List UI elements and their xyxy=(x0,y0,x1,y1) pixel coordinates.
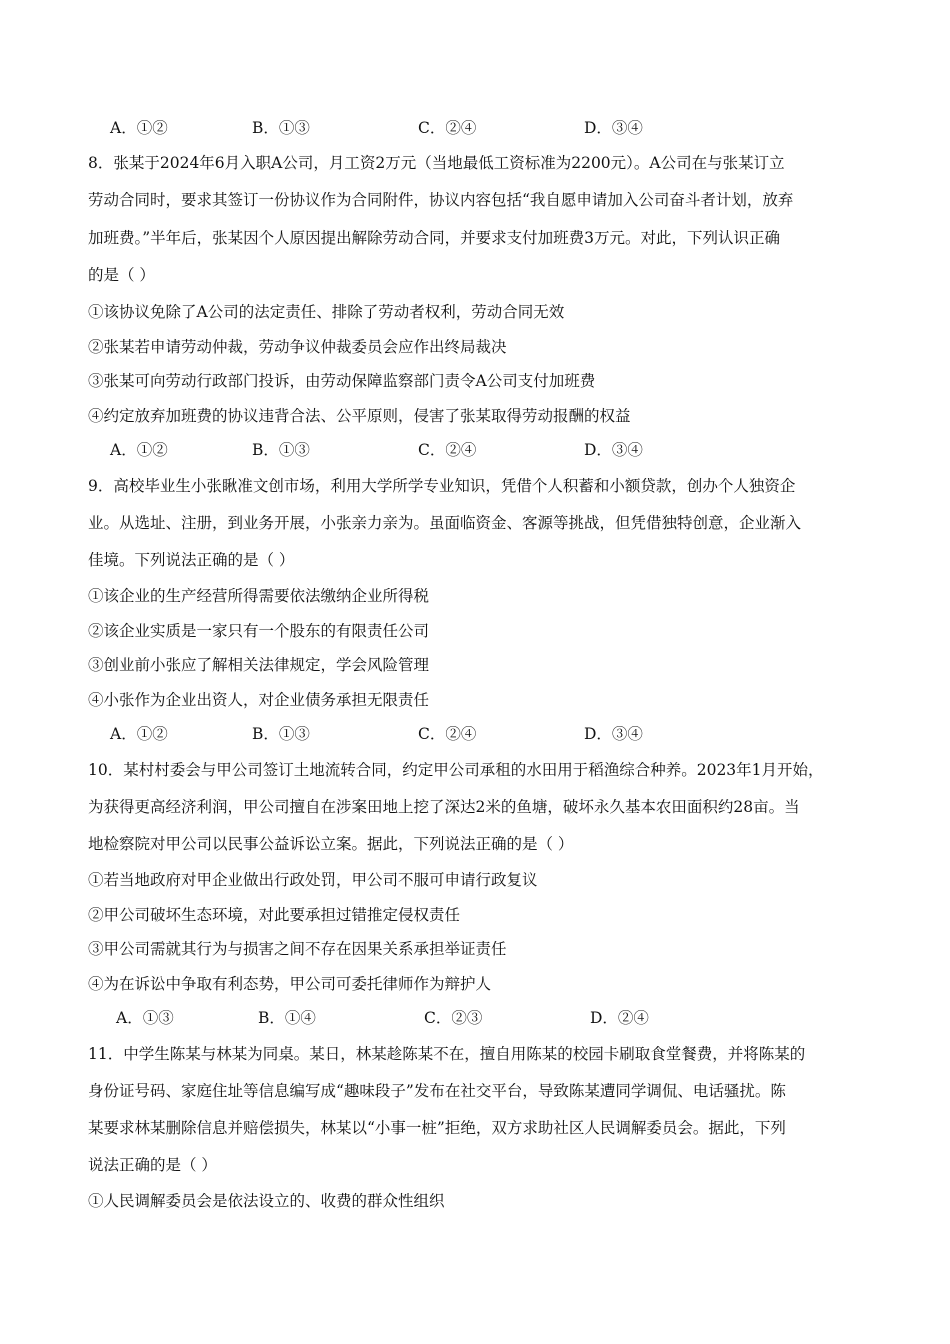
q10-option-c: C．②③ xyxy=(424,1009,483,1027)
q8-statement-4: ④约定放弃加班费的协议违背合法、公平原则，侵害了张某取得劳动报酬的权益 xyxy=(88,407,631,425)
q9-options xyxy=(110,724,730,744)
q8-statement-2: ②张某若申请劳动仲裁，劳动争议仲裁委员会应作出终局裁决 xyxy=(88,338,507,356)
q10-statement-3: ③甲公司需就其行为与损害之间不存在因果关系承担举证责任 xyxy=(88,940,507,958)
q10-stem-line: 为获得更高经济利润，甲公司擅自在涉案田地上挖了深达2米的鱼塘，破坏永久基本农田面积约28亩。当 xyxy=(88,798,800,816)
q9-stem-line: 9．高校毕业生小张瞅准文创市场，利用大学所学专业知识，凭借个人积蓄和小额贷款，创办个人独资企 xyxy=(88,477,796,495)
q10-stem-line: 地检察院对甲公司以民事公益诉讼立案。据此，下列说法正确的是（ ） xyxy=(88,835,574,853)
q8-option-a: A．①② xyxy=(110,441,168,459)
q10-statement-4: ④为在诉讼中争取有利态势，甲公司可委托律师作为辩护人 xyxy=(88,975,492,993)
q7-options xyxy=(110,118,730,138)
q10-option-d: D．②④ xyxy=(590,1009,649,1027)
q8-option-d: D．③④ xyxy=(584,441,643,459)
q8-statement-3: ③张某可向劳动行政部门投诉，由劳动保障监察部门责令A公司支付加班费 xyxy=(88,372,596,390)
q11-statement-1: ①人民调解委员会是依法设立的、收费的群众性组织 xyxy=(88,1192,445,1210)
q11-stem-line: 说法正确的是（ ） xyxy=(88,1156,217,1174)
q9-option-c: C．②④ xyxy=(418,725,477,743)
q8-stem-line: 加班费。”半年后，张某因个人原因提出解除劳动合同，并要求支付加班费3万元。对此，下列认识正确 xyxy=(88,229,781,247)
q8-stem-line: 的是（ ） xyxy=(88,266,155,284)
q8-options xyxy=(110,440,730,460)
q9-stem-line: 业。从选址、注册，到业务开展，小张亲力亲为。虽面临资金、客源等挑战，但凭借独特创意，企业渐入 xyxy=(88,514,802,532)
q8-option-b: B．①③ xyxy=(252,441,310,459)
q9-option-b: B．①③ xyxy=(252,725,310,743)
q8-option-c: C．②④ xyxy=(418,441,477,459)
q11-stem-line: 身份证号码、家庭住址等信息编写成“趣味段子”发布在社交平台，导致陈某遭同学调侃、电话骚扰。陈 xyxy=(88,1082,786,1100)
q7-option-c: C．②④ xyxy=(418,119,477,137)
q10-option-b: B．①④ xyxy=(258,1009,316,1027)
q10-statement-2: ②甲公司破坏生态环境，对此要承担过错推定侵权责任 xyxy=(88,906,461,924)
q9-option-d: D．③④ xyxy=(584,725,643,743)
q8-stem-line: 8．张某于2024年6月入职A公司，月工资2万元（当地最低工资标准为2200元）。A公司在与张某订立 xyxy=(88,154,785,172)
q7-option-b: B．①③ xyxy=(252,119,310,137)
q9-statement-4: ④小张作为企业出资人，对企业债务承担无限责任 xyxy=(88,691,430,709)
q9-statement-3: ③创业前小张应了解相关法律规定，学会风险管理 xyxy=(88,656,430,674)
q8-stem-line: 劳动合同时，要求其签订一份协议作为合同附件，协议内容包括“我自愿申请加入公司奋斗者计划，放弃 xyxy=(88,191,794,209)
q9-option-a: A．①② xyxy=(110,725,168,743)
q9-statement-2: ②该企业实质是一家只有一个股东的有限责任公司 xyxy=(88,622,430,640)
q10-option-a: A．①③ xyxy=(116,1009,174,1027)
q9-statement-1: ①该企业的生产经营所得需要依法缴纳企业所得税 xyxy=(88,587,430,605)
q10-statement-1: ①若当地政府对甲企业做出行政处罚，甲公司不服可申请行政复议 xyxy=(88,871,538,889)
q7-option-a: A．①② xyxy=(110,119,168,137)
q9-stem-line: 佳境。下列说法正确的是（ ） xyxy=(88,551,295,569)
q10-options xyxy=(116,1008,736,1028)
q11-stem-line: 某要求林某删除信息并赔偿损失，林某以“小事一桩”拒绝，双方求助社区人民调解委员会。据此，下列 xyxy=(88,1119,786,1137)
q11-stem-line: 11．中学生陈某与林某为同桌。某日，林某趁陈某不在，擅自用陈某的校园卡刷取食堂餐费，并将陈某的 xyxy=(88,1045,806,1063)
q8-statement-1: ①该协议免除了A公司的法定责任、排除了劳动者权利，劳动合同无效 xyxy=(88,303,565,321)
q10-stem-line: 10．某村村委会与甲公司签订土地流转合同，约定甲公司承租的水田用于稻渔综合种养。2023年1月开始， xyxy=(88,761,824,779)
q7-option-d: D．③④ xyxy=(584,119,643,137)
